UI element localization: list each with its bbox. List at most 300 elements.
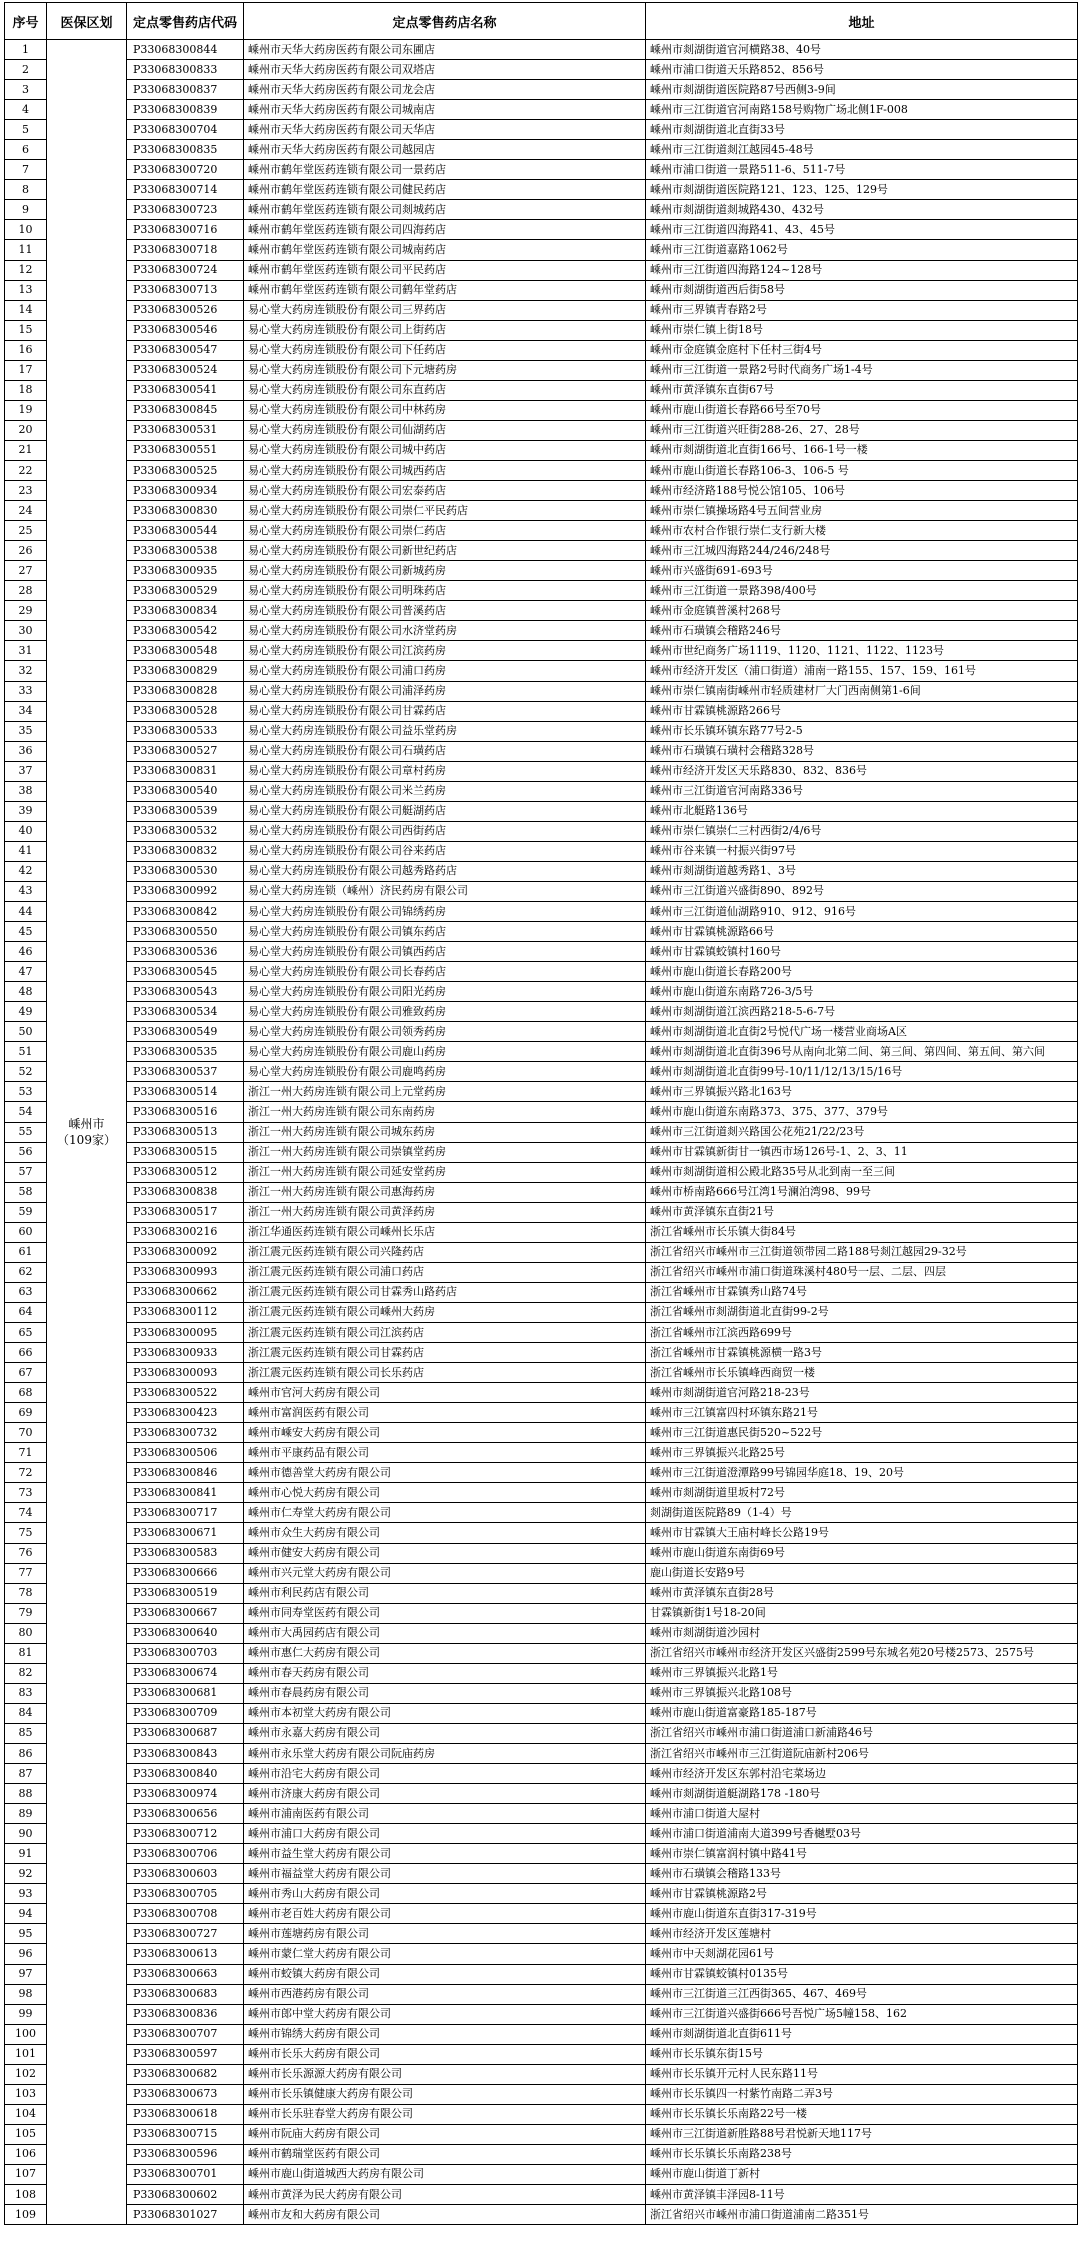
table-row <box>5 180 1078 200</box>
cell-code: P33068300549 <box>127 1022 244 1042</box>
cell-num: 71 <box>5 1443 47 1463</box>
cell-code: P33068300671 <box>127 1523 244 1543</box>
cell-name: 嵊州市益生堂大药房有限公司 <box>244 1844 646 1864</box>
cell-name: 嵊州市长乐镇健康大药房有限公司 <box>244 2084 646 2104</box>
cell-name: 浙江震元医药连锁有限公司甘霖秀山路药店 <box>244 1282 646 1302</box>
region-cell <box>47 40 127 2225</box>
cell-num: 105 <box>5 2124 47 2144</box>
cell-num: 44 <box>5 902 47 922</box>
table-row <box>5 120 1078 140</box>
cell-code: P33068300551 <box>127 440 244 460</box>
cell-code: P33068300532 <box>127 821 244 841</box>
cell-num: 78 <box>5 1583 47 1603</box>
cell-address: 浙江省绍兴市嵊州市三江街道领带园二路188号剡江越园29-32号 <box>646 1242 1078 1262</box>
cell-name: 嵊州市郎中堂大药房有限公司 <box>244 2004 646 2024</box>
cell-name: 嵊州市天华大药房医药有限公司天华店 <box>244 120 646 140</box>
table-row <box>5 501 1078 521</box>
table-row <box>5 340 1078 360</box>
cell-address: 嵊州市剡湖街道医院路87号西侧3-9间 <box>646 80 1078 100</box>
cell-address: 嵊州市三江镇富四村环镇东路21号 <box>646 1403 1078 1423</box>
cell-num: 77 <box>5 1563 47 1583</box>
cell-num: 40 <box>5 821 47 841</box>
cell-num: 28 <box>5 581 47 601</box>
cell-name: 浙江一州大药房连锁有限公司崇镇堂药房 <box>244 1142 646 1162</box>
table-row <box>5 861 1078 881</box>
cell-name: 易心堂大药房连锁股份有限公司明珠药店 <box>244 581 646 601</box>
table-row <box>5 1082 1078 1102</box>
cell-name: 易心堂大药房连锁（嵊州）济民药房有限公司 <box>244 881 646 901</box>
table-row <box>5 781 1078 801</box>
cell-name: 易心堂大药房连锁股份有限公司西街药店 <box>244 821 646 841</box>
cell-code: P33068300682 <box>127 2064 244 2084</box>
table-row <box>5 1804 1078 1824</box>
table-row <box>5 541 1078 561</box>
cell-address: 嵊州市剡湖街道里坂村72号 <box>646 1483 1078 1503</box>
cell-code: P33068300216 <box>127 1222 244 1242</box>
table-row <box>5 881 1078 901</box>
cell-num: 27 <box>5 561 47 581</box>
cell-address: 嵊州市长乐镇长乐南路238号 <box>646 2144 1078 2164</box>
cell-num: 55 <box>5 1122 47 1142</box>
cell-code: P33068300840 <box>127 1764 244 1784</box>
cell-num: 5 <box>5 120 47 140</box>
cell-name: 嵊州市黄泽为民大药房有限公司 <box>244 2185 646 2205</box>
table-row <box>5 2104 1078 2124</box>
table-row <box>5 1563 1078 1583</box>
cell-code: P33068300517 <box>127 1202 244 1222</box>
cell-address: 嵊州市农村合作银行崇仁支行新大楼 <box>646 521 1078 541</box>
cell-code: P33068300513 <box>127 1122 244 1142</box>
table-row <box>5 821 1078 841</box>
cell-address: 嵊州市三界镇振兴北路25号 <box>646 1443 1078 1463</box>
cell-code: P33068300547 <box>127 340 244 360</box>
cell-name: 嵊州市福益堂大药房有限公司 <box>244 1864 646 1884</box>
cell-name: 嵊州市德善堂大药房有限公司 <box>244 1463 646 1483</box>
table-row <box>5 1242 1078 1262</box>
table-row <box>5 1723 1078 1743</box>
cell-address: 嵊州市三江街道仙湖路910、912、916号 <box>646 902 1078 922</box>
cell-name: 嵊州市本初堂大药房有限公司 <box>244 1703 646 1723</box>
cell-num: 107 <box>5 2164 47 2184</box>
cell-code: P33068300618 <box>127 2104 244 2124</box>
table-row <box>5 1022 1078 1042</box>
cell-name: 浙江一州大药房连锁有限公司黄泽药房 <box>244 1202 646 1222</box>
table-row <box>5 1643 1078 1663</box>
cell-address: 嵊州市经济开发区莲塘村 <box>646 1924 1078 1944</box>
cell-address: 嵊州市崇仁镇上街18号 <box>646 320 1078 340</box>
cell-address: 嵊州市石璜镇会稽路246号 <box>646 621 1078 641</box>
cell-address: 嵊州市经济开发区（浦口街道）浦南一路155、157、159、161号 <box>646 661 1078 681</box>
cell-num: 70 <box>5 1423 47 1443</box>
cell-num: 66 <box>5 1343 47 1363</box>
cell-code: P33068300845 <box>127 400 244 420</box>
cell-num: 89 <box>5 1804 47 1824</box>
table-row <box>5 2205 1078 2225</box>
cell-name: 嵊州市鹤年堂医药连锁有限公司鹤年堂药店 <box>244 280 646 300</box>
cell-num: 6 <box>5 140 47 160</box>
table-row <box>5 841 1078 861</box>
table-row <box>5 1543 1078 1563</box>
table-row <box>5 801 1078 821</box>
cell-num: 39 <box>5 801 47 821</box>
cell-code: P33068300841 <box>127 1483 244 1503</box>
cell-name: 易心堂大药房连锁股份有限公司宏泰药店 <box>244 481 646 501</box>
cell-name: 嵊州市大禹园药店有限公司 <box>244 1623 646 1643</box>
cell-code: P33068300974 <box>127 1784 244 1804</box>
cell-address: 嵊州市长乐镇四一村紫竹南路二弄3号 <box>646 2084 1078 2104</box>
cell-num: 76 <box>5 1543 47 1563</box>
cell-address: 嵊州市鹿山街道丁新村 <box>646 2164 1078 2184</box>
cell-num: 13 <box>5 280 47 300</box>
cell-code: P33068300536 <box>127 942 244 962</box>
cell-address: 嵊州市长乐镇开元村人民东路11号 <box>646 2064 1078 2084</box>
table-row <box>5 1743 1078 1763</box>
cell-name: 嵊州市惠仁大药房有限公司 <box>244 1643 646 1663</box>
cell-num: 95 <box>5 1924 47 1944</box>
cell-name: 嵊州市鹤年堂医药连锁有限公司平民药店 <box>244 260 646 280</box>
cell-num: 65 <box>5 1323 47 1343</box>
cell-num: 101 <box>5 2044 47 2064</box>
cell-num: 56 <box>5 1142 47 1162</box>
cell-num: 88 <box>5 1784 47 1804</box>
cell-code: P33068300526 <box>127 300 244 320</box>
cell-address: 嵊州市黄泽镇东直街28号 <box>646 1583 1078 1603</box>
cell-num: 35 <box>5 721 47 741</box>
cell-name: 易心堂大药房连锁股份有限公司新城药房 <box>244 561 646 581</box>
table-row <box>5 1583 1078 1603</box>
table-row <box>5 1162 1078 1182</box>
cell-address: 嵊州市三江街道一景路398/400号 <box>646 581 1078 601</box>
cell-address: 嵊州市长乐镇长乐南路22号一楼 <box>646 2104 1078 2124</box>
cell-name: 嵊州市蛟镇大药房有限公司 <box>244 1964 646 1984</box>
table-row <box>5 1042 1078 1062</box>
header-code: 定点零售药店代码 <box>127 3 244 40</box>
cell-name: 嵊州市同寿堂医药有限公司 <box>244 1603 646 1623</box>
cell-name: 浙江震元医药连锁有限公司江滨药店 <box>244 1323 646 1343</box>
cell-num: 64 <box>5 1302 47 1322</box>
cell-code: P33068300662 <box>127 1282 244 1302</box>
table-row <box>5 1884 1078 1904</box>
cell-code: P33068300713 <box>127 280 244 300</box>
cell-name: 易心堂大药房连锁股份有限公司鹿鸣药房 <box>244 1062 646 1082</box>
cell-address: 嵊州市鹿山街道东直街317-319号 <box>646 1904 1078 1924</box>
table-row <box>5 80 1078 100</box>
cell-name: 嵊州市天华大药房医药有限公司东圃店 <box>244 40 646 60</box>
cell-address: 嵊州市三江街道新胜路88号君悦新天地117号 <box>646 2124 1078 2144</box>
table-row <box>5 1202 1078 1222</box>
cell-name: 嵊州市锦绣大药房有限公司 <box>244 2024 646 2044</box>
cell-name: 嵊州市老百姓大药房有限公司 <box>244 1904 646 1924</box>
cell-code: P33068300519 <box>127 1583 244 1603</box>
cell-address: 嵊州市金庭镇金庭村下任村三街4号 <box>646 340 1078 360</box>
cell-num: 38 <box>5 781 47 801</box>
cell-address: 嵊州市鹿山街道东南路373、375、377、379号 <box>646 1102 1078 1122</box>
cell-num: 9 <box>5 200 47 220</box>
table-row <box>5 1663 1078 1683</box>
cell-address: 浙江省嵊州市甘霖镇秀山路74号 <box>646 1282 1078 1302</box>
cell-name: 易心堂大药房连锁股份有限公司新世纪药店 <box>244 541 646 561</box>
cell-address: 嵊州市甘霖镇蛟镇村160号 <box>646 942 1078 962</box>
table-row <box>5 2144 1078 2164</box>
table-row <box>5 1683 1078 1703</box>
cell-num: 61 <box>5 1242 47 1262</box>
cell-code: P33068300548 <box>127 641 244 661</box>
cell-name: 易心堂大药房连锁股份有限公司浦泽药房 <box>244 681 646 701</box>
cell-name: 易心堂大药房连锁股份有限公司浦口药房 <box>244 661 646 681</box>
cell-code: P33068300666 <box>127 1563 244 1583</box>
cell-address: 嵊州市鹿山街道富豪路185-187号 <box>646 1703 1078 1723</box>
cell-address: 浙江省嵊州市长乐镇大街84号 <box>646 1222 1078 1242</box>
cell-address: 嵊州市剡湖街道北直街2号悦代广场一楼营业商场A区 <box>646 1022 1078 1042</box>
cell-name: 易心堂大药房连锁股份有限公司镇西药店 <box>244 942 646 962</box>
cell-num: 46 <box>5 942 47 962</box>
cell-code: P33068300716 <box>127 220 244 240</box>
cell-name: 易心堂大药房连锁股份有限公司下任药店 <box>244 340 646 360</box>
table-row <box>5 220 1078 240</box>
cell-address: 嵊州市三江街道四海路124~128号 <box>646 260 1078 280</box>
cell-address: 嵊州市黄泽镇东直街21号 <box>646 1202 1078 1222</box>
table-row <box>5 2084 1078 2104</box>
cell-code: P33068300527 <box>127 741 244 761</box>
table-row <box>5 481 1078 501</box>
cell-code: P33068300831 <box>127 761 244 781</box>
table-row <box>5 1944 1078 1964</box>
cell-address: 剡湖街道医院路89（1-4）号 <box>646 1503 1078 1523</box>
cell-num: 99 <box>5 2004 47 2024</box>
cell-address: 嵊州市剡湖街道北直街611号 <box>646 2024 1078 2044</box>
cell-address: 鹿山街道长安路9号 <box>646 1563 1078 1583</box>
cell-name: 易心堂大药房连锁股份有限公司益乐堂药房 <box>244 721 646 741</box>
cell-address: 嵊州市甘霖镇新街甘一镇西市场126号-1、2、3、11 <box>646 1142 1078 1162</box>
cell-code: P33068300112 <box>127 1302 244 1322</box>
cell-num: 67 <box>5 1363 47 1383</box>
cell-address: 嵊州市剡湖街道官河横路38、40号 <box>646 40 1078 60</box>
cell-num: 86 <box>5 1743 47 1763</box>
cell-num: 91 <box>5 1844 47 1864</box>
cell-name: 嵊州市鹤年堂医药连锁有限公司剡城药店 <box>244 200 646 220</box>
cell-code: P33068300717 <box>127 1503 244 1523</box>
cell-address: 嵊州市崇仁镇南街嵊州市轻质建材厂大门西南侧第1-6间 <box>646 681 1078 701</box>
table-row <box>5 360 1078 380</box>
cell-num: 60 <box>5 1222 47 1242</box>
cell-code: P33068300534 <box>127 1002 244 1022</box>
cell-name: 易心堂大药房连锁股份有限公司米兰药房 <box>244 781 646 801</box>
cell-name: 易心堂大药房连锁股份有限公司长春药店 <box>244 962 646 982</box>
cell-num: 20 <box>5 420 47 440</box>
cell-num: 8 <box>5 180 47 200</box>
cell-num: 26 <box>5 541 47 561</box>
table-row <box>5 400 1078 420</box>
cell-code: P33068300705 <box>127 1884 244 1904</box>
table-row <box>5 2044 1078 2064</box>
cell-num: 84 <box>5 1703 47 1723</box>
cell-address: 嵊州市浦口街道天乐路852、856号 <box>646 60 1078 80</box>
cell-address: 浙江省绍兴市嵊州市经济开发区兴盛街2599号东城名苑20号楼2573、2575号 <box>646 1643 1078 1663</box>
cell-num: 49 <box>5 1002 47 1022</box>
cell-num: 54 <box>5 1102 47 1122</box>
cell-address: 嵊州市剡湖街道西后街58号 <box>646 280 1078 300</box>
cell-code: P33068300544 <box>127 521 244 541</box>
cell-code: P33068300545 <box>127 962 244 982</box>
cell-name: 嵊州市蒙仁堂大药房有限公司 <box>244 1944 646 1964</box>
cell-code: P33068300674 <box>127 1663 244 1683</box>
cell-code: P33068300718 <box>127 240 244 260</box>
cell-num: 21 <box>5 440 47 460</box>
cell-name: 嵊州市浦口大药房有限公司 <box>244 1824 646 1844</box>
cell-code: P33068300533 <box>127 721 244 741</box>
table-row <box>5 1142 1078 1162</box>
cell-address: 嵊州市剡湖街道医院路121、123、125、129号 <box>646 180 1078 200</box>
cell-num: 7 <box>5 160 47 180</box>
cell-num: 108 <box>5 2185 47 2205</box>
cell-address: 嵊州市浦口街道浦南大道399号香樾墅03号 <box>646 1824 1078 1844</box>
table-row <box>5 260 1078 280</box>
cell-code: P33068300708 <box>127 1904 244 1924</box>
cell-num: 47 <box>5 962 47 982</box>
cell-name: 易心堂大药房连锁股份有限公司锦绣药房 <box>244 902 646 922</box>
cell-name: 嵊州市仁寿堂大药房有限公司 <box>244 1503 646 1523</box>
cell-address: 浙江省绍兴市嵊州市浦口街道珠溪村480号一层、二层、四层 <box>646 1262 1078 1282</box>
cell-code: P33068300832 <box>127 841 244 861</box>
cell-code: P33068300835 <box>127 140 244 160</box>
header-region: 医保区划 <box>47 3 127 40</box>
table-row <box>5 240 1078 260</box>
cell-name: 嵊州市鹤年堂医药连锁有限公司健民药店 <box>244 180 646 200</box>
cell-code: P33068300530 <box>127 861 244 881</box>
cell-name: 易心堂大药房连锁股份有限公司中林药房 <box>244 400 646 420</box>
cell-code: P33068300516 <box>127 1102 244 1122</box>
cell-address: 嵊州市鹿山街道长春路106-3、106-5 号 <box>646 460 1078 480</box>
cell-address: 嵊州市三界镇振兴北路108号 <box>646 1683 1078 1703</box>
table-row <box>5 902 1078 922</box>
cell-address: 嵊州市甘霖镇桃源路266号 <box>646 701 1078 721</box>
cell-address: 嵊州市剡湖街道江滨西路218-5-6-7号 <box>646 1002 1078 1022</box>
cell-name: 易心堂大药房连锁股份有限公司谷来药店 <box>244 841 646 861</box>
cell-code: P33068300524 <box>127 360 244 380</box>
table-row <box>5 641 1078 661</box>
cell-address: 嵊州市谷来镇一村振兴街97号 <box>646 841 1078 861</box>
cell-address: 甘霖镇新街1号18-20间 <box>646 1603 1078 1623</box>
cell-num: 3 <box>5 80 47 100</box>
cell-address: 嵊州市三江城四海路244/246/248号 <box>646 541 1078 561</box>
cell-num: 52 <box>5 1062 47 1082</box>
table-row <box>5 1323 1078 1343</box>
cell-name: 易心堂大药房连锁股份有限公司雅致药房 <box>244 1002 646 1022</box>
cell-num: 48 <box>5 982 47 1002</box>
cell-address: 嵊州市甘霖镇桃源路2号 <box>646 1884 1078 1904</box>
cell-address: 嵊州市剡湖街道沙园村 <box>646 1623 1078 1643</box>
cell-address: 嵊州市甘霖镇大王庙村峰长公路19号 <box>646 1523 1078 1543</box>
cell-num: 50 <box>5 1022 47 1042</box>
cell-num: 102 <box>5 2064 47 2084</box>
cell-code: P33068300514 <box>127 1082 244 1102</box>
cell-num: 30 <box>5 621 47 641</box>
cell-num: 45 <box>5 922 47 942</box>
table-row <box>5 1282 1078 1302</box>
cell-code: P33068300701 <box>127 2164 244 2184</box>
cell-address: 嵊州市崇仁镇操场路4号五间营业房 <box>646 501 1078 521</box>
cell-num: 16 <box>5 340 47 360</box>
table-row <box>5 1824 1078 1844</box>
table-row <box>5 2124 1078 2144</box>
cell-num: 74 <box>5 1503 47 1523</box>
cell-address: 嵊州市长乐镇东街15号 <box>646 2044 1078 2064</box>
cell-name: 嵊州市阮庙大药房有限公司 <box>244 2124 646 2144</box>
cell-code: P33068300583 <box>127 1543 244 1563</box>
cell-address: 嵊州市鹿山街道长春路200号 <box>646 962 1078 982</box>
table-row <box>5 380 1078 400</box>
cell-code: P33068300095 <box>127 1323 244 1343</box>
cell-code: P33068300603 <box>127 1864 244 1884</box>
cell-code: P33068300542 <box>127 621 244 641</box>
cell-code: P33068300546 <box>127 320 244 340</box>
cell-address: 嵊州市剡湖街道官河路218-23号 <box>646 1383 1078 1403</box>
table-row <box>5 1443 1078 1463</box>
cell-address: 浙江省嵊州市江滨西路699号 <box>646 1323 1078 1343</box>
table-row <box>5 1764 1078 1784</box>
cell-code: P33068300423 <box>127 1403 244 1423</box>
cell-address: 嵊州市三江街道四海路41、43、45号 <box>646 220 1078 240</box>
cell-num: 75 <box>5 1523 47 1543</box>
cell-address: 嵊州市剡湖街道越秀路1、3号 <box>646 861 1078 881</box>
header-address: 地址 <box>646 3 1078 40</box>
cell-name: 嵊州市兴元堂大药房有限公司 <box>244 1563 646 1583</box>
cell-code: P33068300541 <box>127 380 244 400</box>
cell-name: 嵊州市天华大药房医药有限公司越园店 <box>244 140 646 160</box>
cell-name: 嵊州市平康药品有限公司 <box>244 1443 646 1463</box>
cell-code: P33068300640 <box>127 1623 244 1643</box>
cell-code: P33068300707 <box>127 2024 244 2044</box>
cell-code: P33068300720 <box>127 160 244 180</box>
cell-code: P33068300515 <box>127 1142 244 1162</box>
cell-name: 易心堂大药房连锁股份有限公司东直药店 <box>244 380 646 400</box>
cell-name: 易心堂大药房连锁股份有限公司镇东药店 <box>244 922 646 942</box>
cell-address: 嵊州市甘霖镇桃源路66号 <box>646 922 1078 942</box>
cell-name: 浙江震元医药连锁有限公司浦口药店 <box>244 1262 646 1282</box>
cell-code: P33068300092 <box>127 1242 244 1262</box>
table-row <box>5 982 1078 1002</box>
cell-code: P33068300535 <box>127 1042 244 1062</box>
cell-num: 69 <box>5 1403 47 1423</box>
cell-address: 嵊州市鹿山街道东南街69号 <box>646 1543 1078 1563</box>
cell-num: 93 <box>5 1884 47 1904</box>
cell-name: 嵊州市永嘉大药房有限公司 <box>244 1723 646 1743</box>
header-name: 定点零售药店名称 <box>244 3 646 40</box>
table-row <box>5 2164 1078 2184</box>
cell-code: P33068300687 <box>127 1723 244 1743</box>
cell-code: P33068300846 <box>127 1463 244 1483</box>
table-row <box>5 1964 1078 1984</box>
cell-num: 15 <box>5 320 47 340</box>
cell-code: P33068300723 <box>127 200 244 220</box>
cell-address: 嵊州市经济开发区东郭村沿宅菜场边 <box>646 1764 1078 1784</box>
cell-address: 嵊州市三江街道剡江越园45-48号 <box>646 140 1078 160</box>
cell-address: 嵊州市三江街道官河南路336号 <box>646 781 1078 801</box>
header-num: 序号 <box>5 3 47 40</box>
cell-name: 嵊州市鹤瑞堂医药有限公司 <box>244 2144 646 2164</box>
cell-address: 嵊州市三江街道惠民街520~522号 <box>646 1423 1078 1443</box>
cell-num: 31 <box>5 641 47 661</box>
pharmacy-list-sheet <box>4 2 1078 2225</box>
cell-num: 104 <box>5 2104 47 2124</box>
cell-num: 25 <box>5 521 47 541</box>
table-row <box>5 661 1078 681</box>
cell-code: P33068300828 <box>127 681 244 701</box>
table-row <box>5 1222 1078 1242</box>
cell-num: 90 <box>5 1824 47 1844</box>
cell-address: 嵊州市兴盛街691-693号 <box>646 561 1078 581</box>
cell-code: P33068300935 <box>127 561 244 581</box>
